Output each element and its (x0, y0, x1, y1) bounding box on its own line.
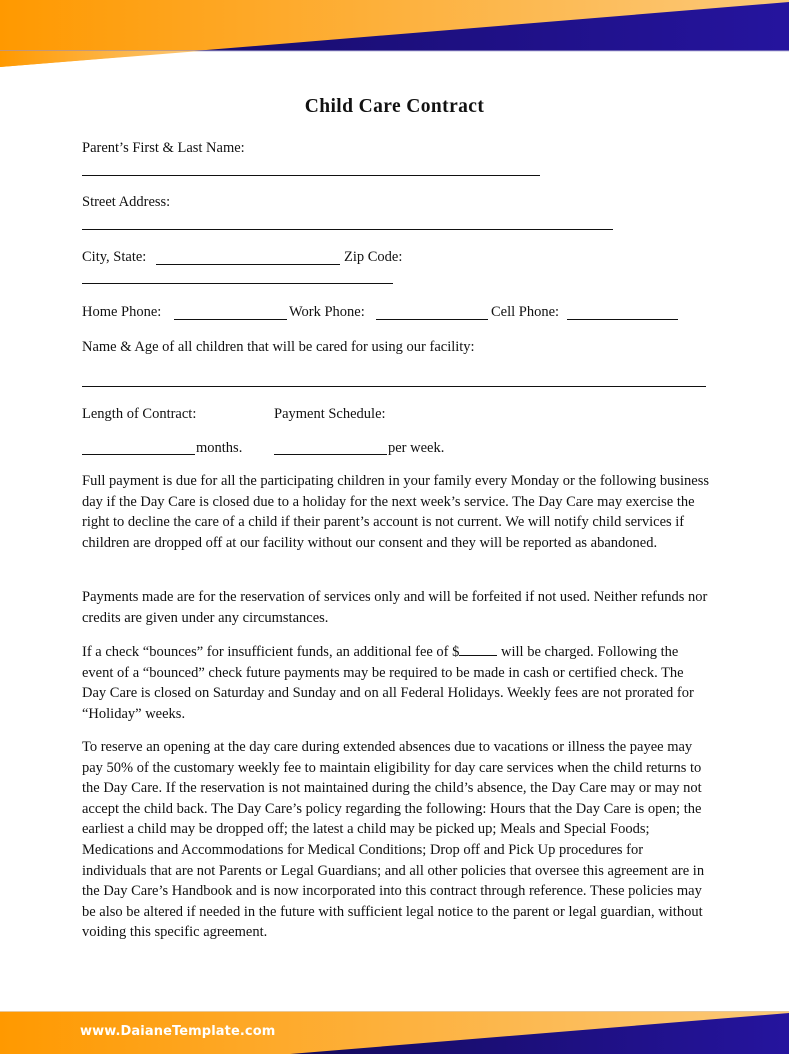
header-banner-graphic (0, 0, 789, 70)
bounced-check-text-start: If a check “bounces” for insufficient funds, an additional fee of $ (82, 644, 460, 660)
header-banner (0, 0, 789, 70)
per-week-suffix: per week. (388, 440, 445, 456)
length-of-contract-label: Length of Contract: (82, 406, 197, 422)
zip-code-label: Zip Code: (344, 249, 403, 265)
work-phone-field[interactable] (376, 319, 488, 320)
children-label: Name & Age of all children that will be cared for using our facility: (82, 339, 475, 355)
work-phone-label: Work Phone: (289, 304, 365, 320)
cell-phone-label: Cell Phone: (491, 304, 560, 320)
children-field[interactable] (82, 386, 706, 387)
contract-months-field[interactable] (82, 454, 195, 455)
parent-name-label: Parent’s First & Last Name: (82, 140, 245, 156)
footer-website-link[interactable]: www.DaianeTemplate.com (80, 1024, 276, 1039)
absence-policy-paragraph: To reserve an opening at the day care during extended absences due to vacations or illness the payee may pay 50% of the customary weekly fee to maintain eligibility for day care services when the child returns to the Day Care. If the reservation is not maintained during the child’s absence, the Day Care may or may not accept the child back. The Day Care’s policy regarding the following: Hours that the Day Care is open; the earliest a child may be dropped off; the latest a child may be picked up; Meals and Special Foods; Medications and Accommodations for Medical Conditions; Drop off and Pick Up procedures for individuals that are not Parents or Legal Guardians; and all other policies that oversee this agreement are in the Day Care’s Handbook and is now incorporated into this contract through reference. These policies may be also be altered if needed in the future with sufficient legal notice to the parent or legal guardian, without voiding this specific agreement. (82, 739, 705, 941)
payment-due-paragraph: Full payment is due for all the participating children in your family every Monday or the following business day if the Day Care is closed due to a holiday for the next week’s service. The Day Care may exercise the right to decline the care of a child if their parent’s account is not current. We will notify child services if children are dropped off at our facility without our consent and they will be reported as abandoned. (82, 473, 709, 551)
check-fee-field[interactable] (459, 642, 497, 656)
home-phone-field[interactable] (174, 319, 287, 320)
cell-phone-field[interactable] (567, 319, 678, 320)
bounced-check-paragraph (82, 642, 710, 724)
parent-name-field[interactable] (82, 175, 540, 176)
city-state-field[interactable] (156, 264, 340, 265)
page-title: Child Care Contract (304, 96, 485, 117)
payment-per-week-field[interactable] (274, 454, 387, 455)
payment-schedule-label: Payment Schedule: (274, 406, 386, 422)
home-phone-label: Home Phone: (82, 304, 162, 320)
city-state-label: City, State: (82, 249, 147, 265)
street-address-field[interactable] (82, 229, 613, 230)
zip-code-field[interactable] (82, 283, 393, 284)
reservation-paragraph: Payments made are for the reservation of services only and will be forfeited if not used. Neither refunds nor credits are given under any circumstances. (82, 589, 708, 626)
street-address-label: Street Address: (82, 194, 171, 210)
months-suffix: months. (196, 440, 243, 456)
bounced-check-text-end: will be charged. Following the event of a “bounced” check future payments may be required to be made in cash or certified check. The Day Care is closed on Saturday and Sunday and on all Federal Holidays. Weekly fees are not prorated for “Holiday” weeks. (82, 644, 694, 722)
